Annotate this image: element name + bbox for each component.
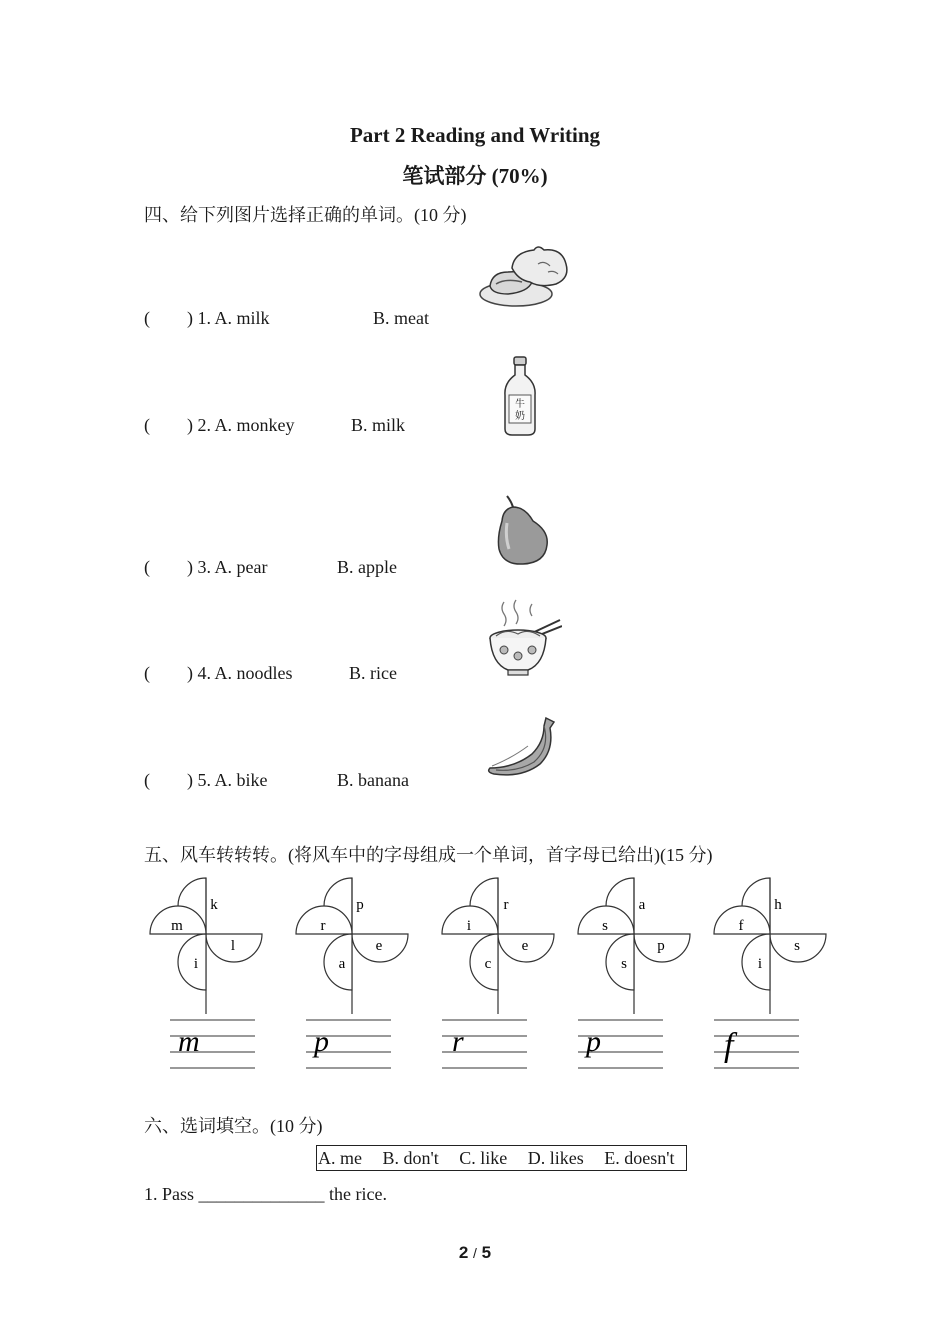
word-option-d: D. likes bbox=[527, 1148, 584, 1168]
pinwheel-1-letter-right: l bbox=[230, 938, 236, 954]
q3-option-b: B. apple bbox=[337, 557, 397, 577]
pinwheel-4-letter-top: a bbox=[638, 897, 646, 913]
pinwheel-2-letter-right: e bbox=[375, 938, 383, 954]
word-option-c: C. like bbox=[459, 1148, 508, 1168]
page-separator: / bbox=[473, 1245, 477, 1261]
q4-open-paren: ( bbox=[144, 663, 150, 683]
pinwheel-1-letter-bottom: i bbox=[193, 956, 199, 972]
section4-heading: 四、给下列图片选择正确的单词。(10 分) bbox=[144, 205, 467, 225]
pinwheel-3 bbox=[428, 876, 568, 1016]
pinwheel-3-letter-right: e bbox=[521, 938, 529, 954]
pinwheel-4-letter-bottom: s bbox=[621, 956, 627, 972]
writing-first-letter-3: r bbox=[452, 1025, 464, 1058]
pinwheel-5-letter-left: f bbox=[738, 918, 744, 934]
page-subtitle: 笔试部分 (70%) bbox=[402, 164, 548, 188]
word-option-e: E. doesn't bbox=[604, 1148, 675, 1168]
pear-icon bbox=[493, 493, 553, 567]
section6-heading: 六、选词填空。(10 分) bbox=[144, 1116, 323, 1136]
q4-option-a: ) 4. A. noodles bbox=[187, 663, 293, 683]
pinwheel-1-letter-left: m bbox=[171, 918, 183, 934]
writing-lines-5[interactable] bbox=[714, 1018, 799, 1070]
writing-lines-1[interactable] bbox=[170, 1018, 255, 1070]
pinwheel-1 bbox=[136, 876, 276, 1016]
q2-option-a: ) 2. A. monkey bbox=[187, 415, 295, 435]
pinwheel-3-letter-bottom: c bbox=[484, 956, 492, 972]
page-title: Part 2 Reading and Writing bbox=[349, 123, 601, 147]
writing-lines-2[interactable] bbox=[306, 1018, 391, 1070]
writing-first-letter-4: p bbox=[586, 1025, 601, 1058]
q5-option-b: B. banana bbox=[337, 770, 409, 790]
q5-open-paren: ( bbox=[144, 770, 150, 790]
pinwheel-5-letter-bottom: i bbox=[757, 956, 763, 972]
bottle-label-char-1: 牛 bbox=[515, 399, 525, 410]
q3-option-a: ) 3. A. pear bbox=[187, 557, 268, 577]
writing-first-letter-1: m bbox=[178, 1025, 200, 1058]
pinwheel-5-letter-right: s bbox=[794, 938, 800, 954]
section5-heading: 五、风车转转转。(将风车中的字母组成一个单词，首字母已给出)(15 分) bbox=[144, 845, 713, 865]
pinwheel-1-letter-top: k bbox=[210, 897, 218, 913]
q2-open-paren: ( bbox=[144, 415, 150, 435]
page-number bbox=[0, 1243, 950, 1263]
q4-option-b: B. rice bbox=[349, 663, 397, 683]
page-total: 5 bbox=[481, 1243, 492, 1262]
noodle-bowl-icon bbox=[486, 598, 562, 678]
banana-icon bbox=[484, 714, 564, 780]
q5-option-a: ) 5. A. bike bbox=[187, 770, 268, 790]
word-option-b: B. don't bbox=[382, 1148, 439, 1168]
pinwheel-5 bbox=[700, 876, 840, 1016]
fill-question-1[interactable]: 1. Pass ______________ the rice. bbox=[144, 1184, 387, 1204]
q3-open-paren: ( bbox=[144, 557, 150, 577]
pinwheel-3-letter-left: i bbox=[466, 918, 472, 934]
word-bank-box bbox=[316, 1145, 687, 1171]
q2-option-b: B. milk bbox=[351, 415, 406, 435]
pinwheel-4 bbox=[564, 876, 704, 1016]
q1-open-paren: ( bbox=[144, 308, 150, 328]
q1-option-a: ) 1. A. milk bbox=[187, 308, 270, 328]
milk-bottle-icon bbox=[500, 355, 540, 439]
word-option-a: A. me bbox=[318, 1148, 362, 1168]
page-current: 2 bbox=[458, 1243, 469, 1262]
pinwheel-2-letter-top: p bbox=[356, 897, 364, 913]
writing-first-letter-2: p bbox=[314, 1025, 329, 1058]
pinwheel-2 bbox=[282, 876, 422, 1016]
q1-option-b: B. meat bbox=[373, 308, 429, 328]
writing-lines-3[interactable] bbox=[442, 1018, 527, 1070]
writing-first-letter-5: f bbox=[724, 1027, 734, 1064]
bottle-label-char-2: 奶 bbox=[515, 411, 525, 422]
pinwheel-4-letter-left: s bbox=[602, 918, 608, 934]
pinwheel-3-letter-top: r bbox=[503, 897, 509, 913]
pinwheel-2-letter-bottom: a bbox=[338, 956, 346, 972]
writing-lines-4[interactable] bbox=[578, 1018, 663, 1070]
meat-plate-icon bbox=[478, 242, 578, 312]
pinwheel-5-letter-top: h bbox=[774, 897, 782, 913]
pinwheel-4-letter-right: p bbox=[657, 938, 665, 954]
pinwheel-2-letter-left: r bbox=[320, 918, 326, 934]
